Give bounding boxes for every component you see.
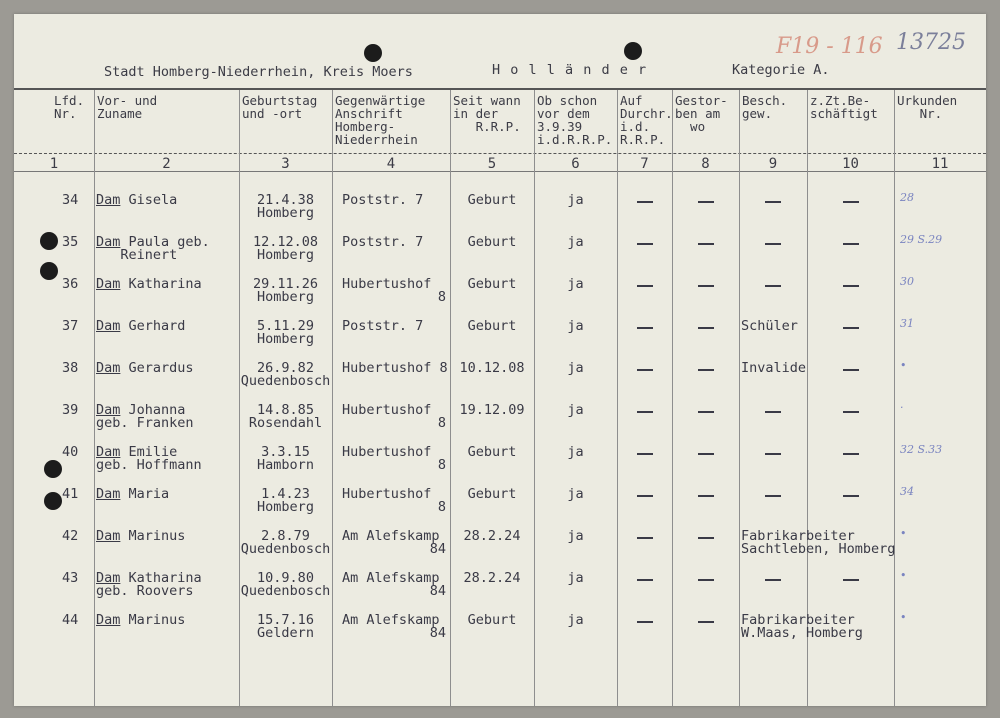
person-name-line2: geb. Franken — [96, 415, 194, 431]
birth-place: Rosendahl — [248, 415, 323, 431]
before-date: ja — [567, 192, 584, 208]
birth-place: Homberg — [257, 205, 314, 221]
empty-dash — [765, 201, 781, 203]
birth-date: 15.7.16 — [257, 612, 314, 628]
row-number: 44 — [62, 612, 79, 628]
person-name: Dam Gerhard — [96, 318, 186, 334]
row-number: 43 — [62, 570, 79, 586]
empty-dash — [765, 411, 781, 413]
column-divider — [617, 90, 618, 706]
address: Hubertushof — [342, 486, 432, 502]
row-number: 36 — [62, 276, 79, 292]
birth-date: 3.3.15 — [261, 444, 310, 460]
employer: Sachtleben, Homberg — [741, 541, 896, 557]
urkunden-number: • — [900, 611, 907, 624]
address-line2: 84 — [429, 625, 446, 641]
birth-place: Homberg — [257, 499, 314, 515]
empty-dash — [843, 495, 859, 497]
empty-dash — [637, 411, 653, 413]
punch-hole — [364, 44, 382, 62]
empty-dash — [765, 285, 781, 287]
column-divider — [332, 90, 333, 706]
empty-dash — [843, 327, 859, 329]
surname: Dam — [96, 570, 121, 586]
column-divider — [894, 90, 895, 706]
empty-dash — [637, 495, 653, 497]
person-name: Dam Gisela — [96, 192, 178, 208]
person-name: Dam Paula geb. — [96, 234, 210, 250]
column-divider — [672, 90, 673, 706]
occupation: Fabrikarbeiter — [741, 612, 855, 628]
empty-dash — [698, 327, 714, 329]
column-number: 4 — [386, 156, 396, 172]
column-header: Vor- und Zuname — [97, 93, 158, 121]
empty-dash — [637, 201, 653, 203]
urkunden-number: 31 — [900, 317, 914, 330]
surname: Dam — [96, 192, 121, 208]
address: Poststr. 7 — [342, 234, 424, 250]
address: Hubertushof — [342, 444, 432, 460]
birth-place: Quedenbosch — [240, 541, 331, 557]
birth-date: 5.11.29 — [257, 318, 314, 334]
since-when: 28.2.24 — [463, 570, 521, 586]
birth-date: 10.9.80 — [257, 570, 314, 586]
empty-dash — [698, 621, 714, 623]
empty-dash — [637, 285, 653, 287]
empty-dash — [637, 369, 653, 371]
birth-date: 2.8.79 — [261, 528, 310, 544]
row-number: 35 — [62, 234, 79, 250]
empty-dash — [698, 453, 714, 455]
handwritten-number: 13725 — [896, 30, 966, 55]
before-date: ja — [567, 276, 584, 292]
column-number: 11 — [931, 156, 949, 172]
column-header: Ob schon vor dem 3.9.39 i.d.R.R.P. — [537, 93, 613, 147]
before-date: ja — [567, 402, 584, 418]
birth-place: Hamborn — [257, 457, 314, 473]
punch-hole — [40, 232, 58, 250]
birth-place: Quedenbosch — [240, 373, 331, 389]
column-header: z.Zt.Be- schäftigt — [810, 93, 878, 121]
row-number: 40 — [62, 444, 79, 460]
birth-place: Geldern — [257, 625, 314, 641]
before-date: ja — [567, 318, 584, 334]
column-number: 2 — [162, 156, 171, 172]
column-header: Seit wann in der R.R.P. — [453, 93, 521, 134]
person-name: Dam Maria — [96, 486, 170, 502]
since-when: Geburt — [467, 318, 517, 334]
birth-place: Quedenbosch — [240, 583, 331, 599]
surname: Dam — [96, 402, 121, 418]
surname: Dam — [96, 318, 121, 334]
empty-dash — [843, 453, 859, 455]
person-name: Dam Marinus — [96, 612, 186, 628]
since-when: Geburt — [467, 486, 517, 502]
empty-dash — [698, 495, 714, 497]
empty-dash — [765, 495, 781, 497]
birth-date: 14.8.85 — [257, 402, 314, 418]
before-date: ja — [567, 234, 584, 250]
person-name-line2: geb. Roovers — [96, 583, 194, 599]
row-number: 42 — [62, 528, 79, 544]
column-number: 9 — [768, 156, 778, 172]
address-line2: 8 — [437, 415, 446, 431]
empty-dash — [843, 369, 859, 371]
empty-dash — [698, 411, 714, 413]
empty-dash — [843, 201, 859, 203]
column-header: Geburtstag und -ort — [242, 93, 318, 121]
urkunden-number: 28 — [900, 191, 914, 204]
empty-dash — [637, 453, 653, 455]
column-divider — [94, 90, 95, 706]
address: Am Alefskamp — [342, 528, 440, 544]
person-name: Dam Katharina — [96, 276, 202, 292]
empty-dash — [843, 243, 859, 245]
urkunden-number: • — [900, 569, 907, 582]
group-heading: H o l l ä n d e r — [492, 62, 648, 78]
row-number: 37 — [62, 318, 79, 334]
empty-dash — [698, 285, 714, 287]
address: Am Alefskamp — [342, 612, 440, 628]
column-number: 8 — [701, 156, 710, 172]
empty-dash — [698, 369, 714, 371]
before-date: ja — [567, 486, 584, 502]
column-divider — [739, 90, 740, 706]
urkunden-number: • — [900, 359, 907, 372]
employer: W.Maas, Homberg — [741, 625, 863, 641]
empty-dash — [637, 327, 653, 329]
column-divider — [450, 90, 451, 706]
urkunden-number: • — [900, 527, 907, 540]
empty-dash — [698, 579, 714, 581]
since-when: 10.12.08 — [459, 360, 525, 376]
index-card — [14, 14, 986, 706]
header-bottom-rule — [14, 153, 986, 155]
address: Am Alefskamp — [342, 570, 440, 586]
address: Poststr. 7 — [342, 318, 424, 334]
birth-place: Homberg — [257, 247, 314, 263]
before-date: ja — [567, 612, 584, 628]
since-when: Geburt — [467, 192, 517, 208]
occupation: Fabrikarbeiter — [741, 528, 855, 544]
urkunden-number: 34 — [900, 485, 914, 498]
since-when: Geburt — [467, 234, 517, 250]
urkunden-number: · — [900, 401, 904, 414]
column-header: Auf Durchr. i.d. R.R.P. — [620, 93, 673, 147]
since-when: 19.12.09 — [459, 402, 525, 418]
empty-dash — [637, 243, 653, 245]
before-date: ja — [567, 528, 584, 544]
surname: Dam — [96, 360, 121, 376]
empty-dash — [637, 537, 653, 539]
occupation: Schüler — [741, 318, 798, 334]
birth-date: 1.4.23 — [261, 486, 310, 502]
column-divider — [534, 90, 535, 706]
surname: Dam — [96, 234, 121, 250]
row-number: 38 — [62, 360, 79, 376]
surname: Dam — [96, 276, 121, 292]
row-number: 41 — [62, 486, 79, 502]
address: Hubertushof — [342, 276, 432, 292]
since-when: Geburt — [467, 276, 517, 292]
city-heading: Stadt Homberg-Niederrhein, Kreis Moers — [104, 64, 413, 80]
person-name: Dam Emilie — [96, 444, 178, 460]
empty-dash — [765, 453, 781, 455]
header-top-rule — [14, 88, 986, 90]
occupation: Invalide — [741, 360, 807, 376]
surname: Dam — [96, 444, 121, 460]
birth-place: Homberg — [257, 289, 314, 305]
row-number: 39 — [62, 402, 79, 418]
since-when: Geburt — [467, 612, 517, 628]
column-number: 3 — [281, 156, 290, 172]
column-number: 1 — [49, 156, 59, 172]
empty-dash — [765, 579, 781, 581]
column-header: Besch. gew. — [742, 93, 788, 121]
row-number: 34 — [62, 192, 79, 208]
urkunden-number: 32 S.33 — [900, 443, 943, 456]
person-name: Dam Gerardus — [96, 360, 194, 376]
person-name-line2: geb. Hoffmann — [96, 457, 202, 473]
empty-dash — [765, 243, 781, 245]
address-line2: 8 — [437, 499, 446, 515]
empty-dash — [843, 411, 859, 413]
column-header: Gegenwärtige Anschrift Homberg- Niederrhein — [335, 93, 426, 147]
column-number: 10 — [842, 156, 859, 172]
address: Poststr. 7 — [342, 192, 424, 208]
punch-hole — [44, 492, 62, 510]
empty-dash — [637, 621, 653, 623]
since-when: Geburt — [467, 444, 517, 460]
empty-dash — [698, 201, 714, 203]
punch-hole — [624, 42, 642, 60]
since-when: 28.2.24 — [463, 528, 521, 544]
empty-dash — [843, 579, 859, 581]
empty-dash — [698, 243, 714, 245]
column-number: 7 — [640, 156, 649, 172]
punch-hole — [40, 262, 58, 280]
empty-dash — [843, 285, 859, 287]
surname: Dam — [96, 612, 121, 628]
birth-date: 21.4.38 — [257, 192, 314, 208]
birth-date: 12.12.08 — [252, 234, 319, 250]
empty-dash — [698, 537, 714, 539]
before-date: ja — [567, 360, 584, 376]
column-header: Lfd. Nr. — [54, 93, 85, 121]
punch-hole — [44, 460, 62, 478]
column-number: 5 — [487, 156, 497, 172]
person-name: Dam Marinus — [96, 528, 186, 544]
category-heading: Kategorie A. — [732, 62, 830, 78]
address-line2: 84 — [429, 583, 446, 599]
before-date: ja — [567, 444, 584, 460]
address-line2: 8 — [437, 457, 446, 473]
urkunden-number: 29 S.29 — [900, 233, 943, 246]
address: Hubertushof — [342, 402, 432, 418]
birth-date: 29.11.26 — [252, 276, 319, 292]
surname: Dam — [96, 528, 121, 544]
birth-place: Homberg — [257, 331, 314, 347]
birth-date: 26.9.82 — [257, 360, 314, 376]
address-line2: 8 — [437, 289, 446, 305]
column-header: Gestor- ben am wo — [675, 93, 728, 134]
before-date: ja — [567, 570, 584, 586]
address: Hubertushof 8 — [342, 360, 448, 376]
urkunden-number: 30 — [900, 275, 914, 288]
address-line2: 84 — [429, 541, 446, 557]
handwritten-code: F19 - 116 — [776, 34, 883, 59]
column-header: Urkunden Nr. — [897, 93, 958, 121]
person-name-line2: Reinert — [96, 247, 178, 263]
column-number: 6 — [571, 156, 580, 172]
person-name: Dam Katharina — [96, 570, 202, 586]
person-name: Dam Johanna — [96, 402, 186, 418]
empty-dash — [637, 579, 653, 581]
surname: Dam — [96, 486, 121, 502]
